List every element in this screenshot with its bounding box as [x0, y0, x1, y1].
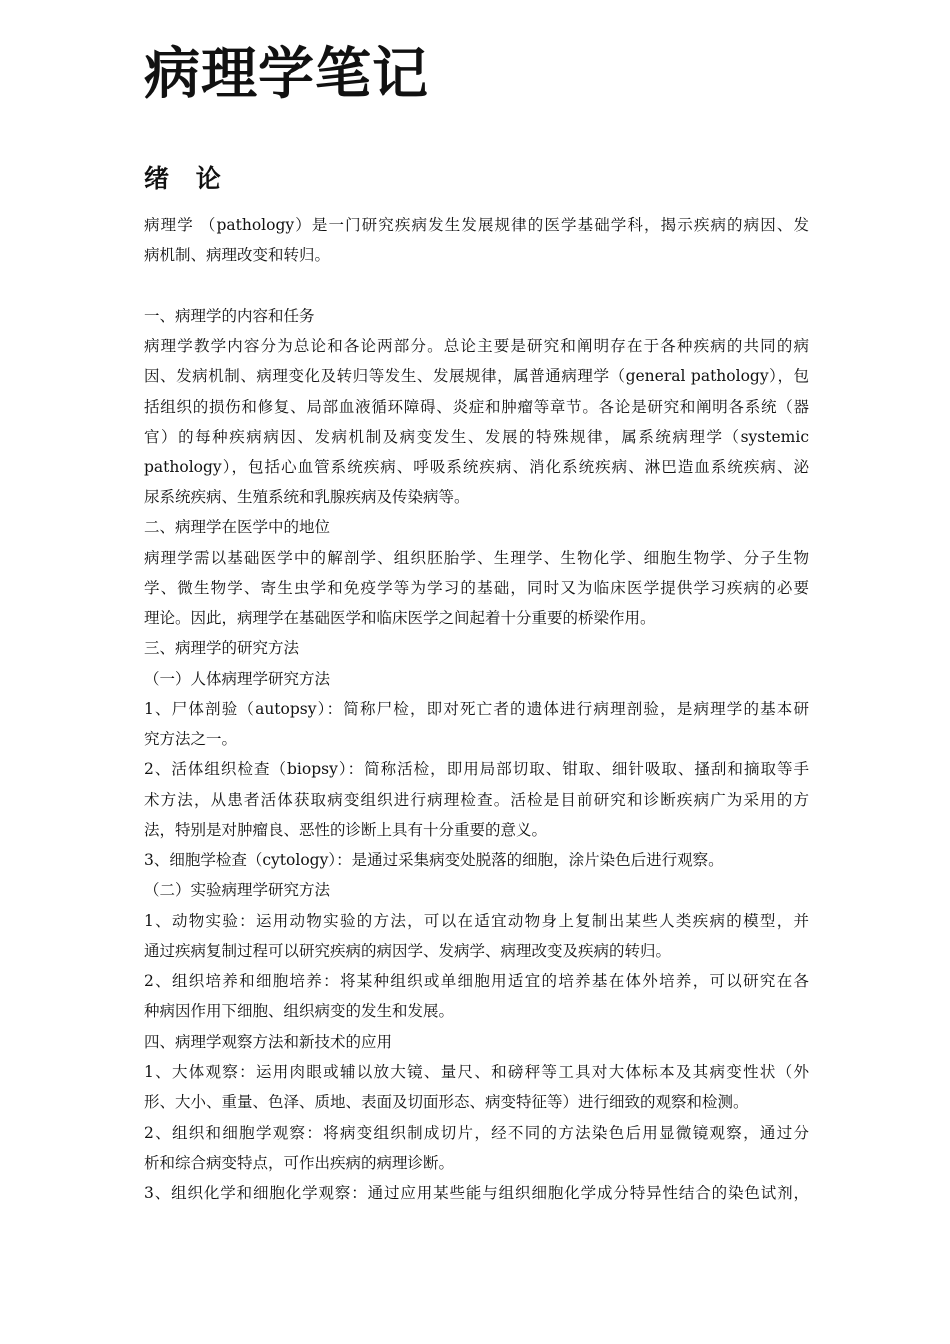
text-line: pathology），包括心血管系统疾病、呼吸系统疾病、消化系统疾病、淋巴造血系统疾病、泌: [144, 458, 809, 476]
text-line: 2、组织培养和细胞培养：将某种组织或单细胞用适宜的培养基在体外培养，可以研究在各: [144, 972, 809, 990]
text-line: 究方法之一。: [144, 730, 238, 748]
text-line: 病理学教学内容分为总论和各论两部分。总论主要是研究和阐明存在于各种疾病的共同的病: [144, 337, 809, 355]
document-title: 病理学笔记: [144, 42, 429, 107]
section-heading: 二、病理学在医学中的地位: [144, 518, 331, 536]
text-line: 3、细胞学检查（cytology）：是通过采集病变处脱落的细胞，涂片染色后进行观察。: [144, 851, 724, 869]
text-line: 1、动物实验：运用动物实验的方法，可以在适宜动物身上复制出某些人类疾病的模型，并: [144, 912, 809, 930]
section-heading: 四、病理学观察方法和新技术的应用: [144, 1033, 393, 1051]
text-line: 病机制、病理改变和转归。: [144, 246, 331, 264]
text-line: 1、大体观察：运用肉眼或辅以放大镜、量尺、和磅秤等工具对大体标本及其病变性状（外: [144, 1063, 809, 1081]
text-line: 种病因作用下细胞、组织病变的发生和发展。: [144, 1002, 455, 1020]
text-line: 2、活体组织检查（biopsy）：简称活检，即用局部切取、钳取、细针吸取、搔刮和摘取等手: [144, 760, 809, 778]
text-line: 析和综合病变特点，可作出疾病的病理诊断。: [144, 1154, 455, 1172]
text-line: 病理学 （pathology）是一门研究疾病发生发展规律的医学基础学科，揭示疾病的病因、发: [144, 216, 809, 234]
chapter-title: 绪 论: [144, 164, 230, 193]
subsection-heading: （一）人体病理学研究方法: [144, 670, 331, 688]
section-heading: 一、病理学的内容和任务: [144, 307, 315, 325]
text-line: 括组织的损伤和修复、局部血液循环障碍、炎症和肿瘤等章节。各论是研究和阐明各系统（器: [144, 398, 809, 416]
subsection-heading: （二）实验病理学研究方法: [144, 881, 331, 899]
text-line: 形、大小、重量、色泽、质地、表面及切面形态、病变特征等）进行细致的观察和检测。: [144, 1093, 749, 1111]
text-line: 理论。因此，病理学在基础医学和临床医学之间起着十分重要的桥梁作用。: [144, 609, 656, 627]
section-heading: 三、病理学的研究方法: [144, 639, 300, 657]
text-line: 2、组织和细胞学观察：将病变组织制成切片，经不同的方法染色后用显微镜观察，通过分: [144, 1124, 809, 1142]
text-line: 术方法，从患者活体获取病变组织进行病理检查。活检是目前研究和诊断疾病广为采用的方: [144, 791, 809, 809]
text-line: 法，特别是对肿瘤良、恶性的诊断上具有十分重要的意义。: [144, 821, 548, 839]
text-line: 尿系统疾病、生殖系统和乳腺疾病及传染病等。: [144, 488, 470, 506]
text-line: 学、微生物学、寄生虫学和免疫学等为学习的基础，同时又为临床医学提供学习疾病的必要: [144, 579, 809, 597]
text-line: 因、发病机制、病理变化及转归等发生、发展规律，属普通病理学（general pathology），包: [144, 367, 809, 385]
text-line: 病理学需以基础医学中的解剖学、组织胚胎学、生理学、生物化学、细胞生物学、分子生物: [144, 549, 809, 567]
text-line: 通过疾病复制过程可以研究疾病的病因学、发病学、病理改变及疾病的转归。: [144, 942, 672, 960]
text-line: 官）的每种疾病病因、发病机制及病变发生、发展的特殊规律，属系统病理学（systemic: [144, 428, 809, 446]
text-line: 1、尸体剖验（autopsy）：简称尸检，即对死亡者的遗体进行病理剖验，是病理学的基本研: [144, 700, 809, 718]
text-line: 3、组织化学和细胞化学观察：通过应用某些能与组织细胞化学成分特异性结合的染色试剂，: [144, 1184, 809, 1202]
